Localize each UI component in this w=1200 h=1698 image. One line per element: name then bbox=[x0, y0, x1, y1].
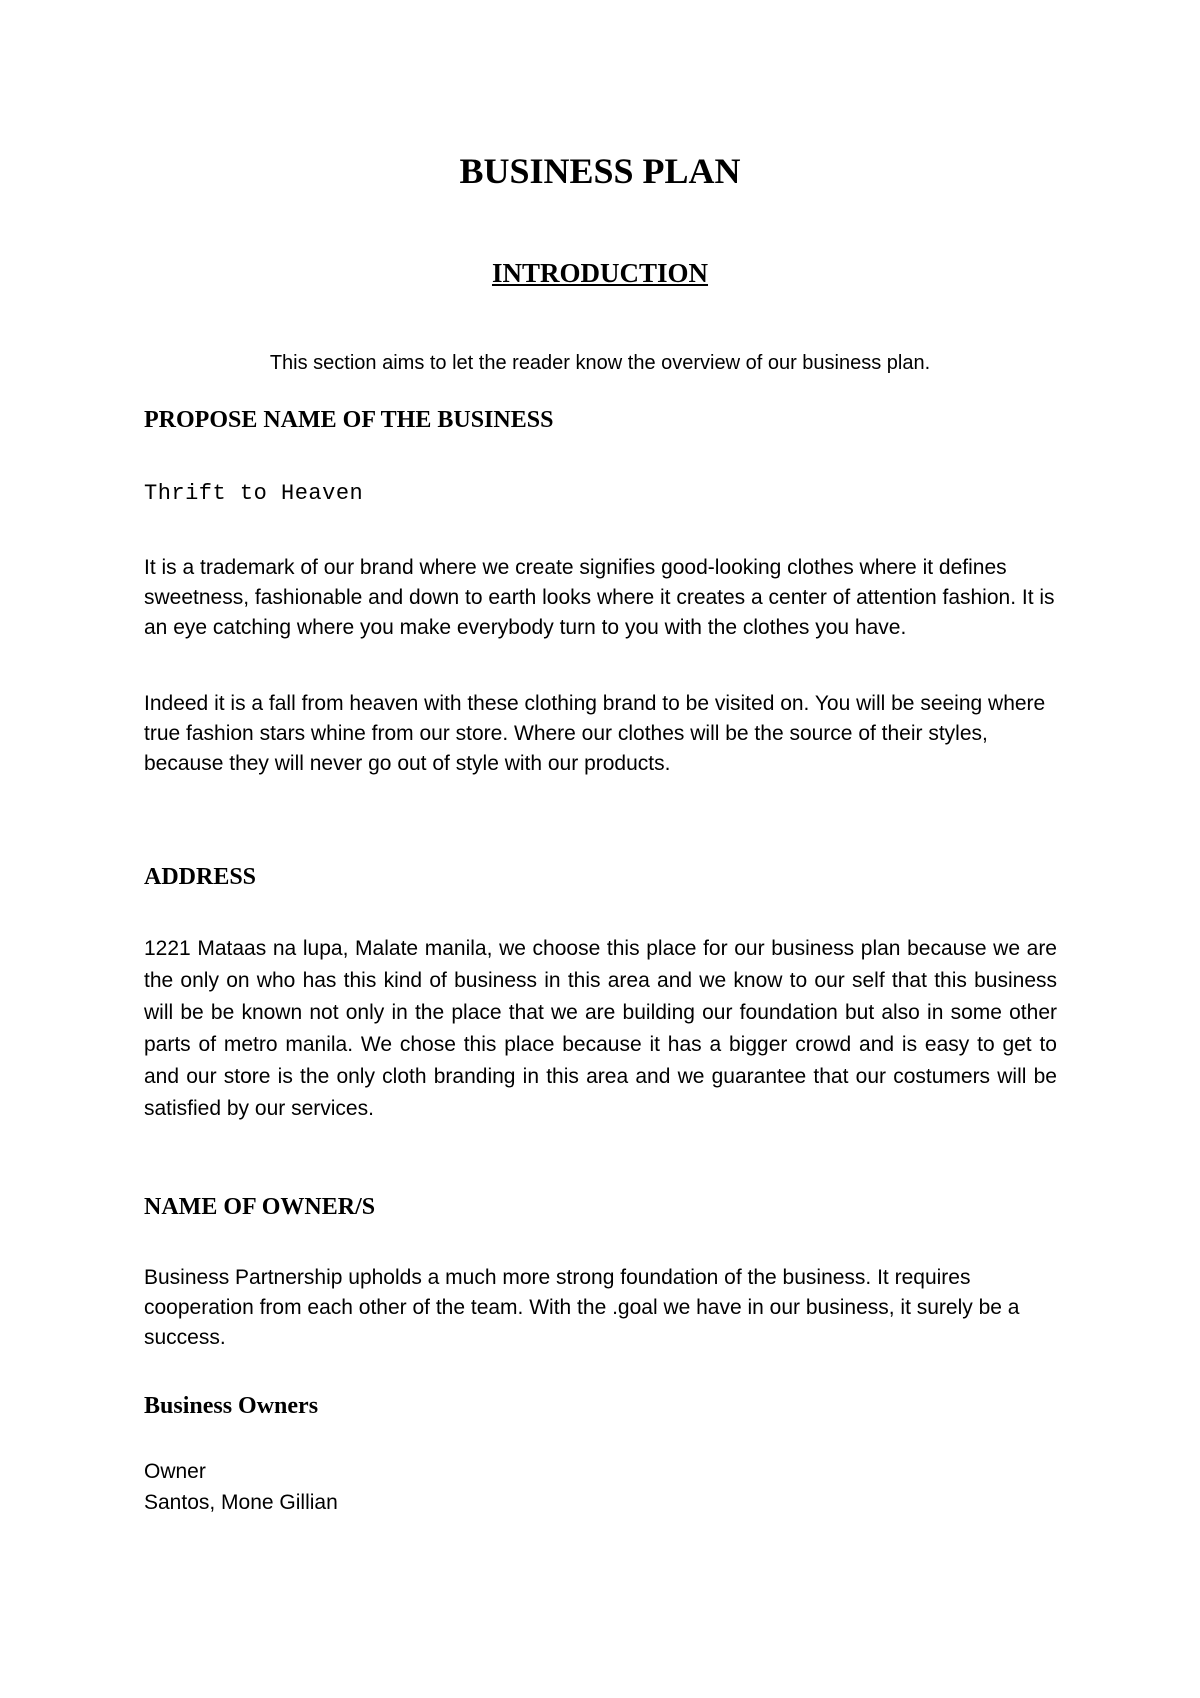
owner-role: Owner bbox=[144, 1460, 206, 1483]
business-owners-subheading: Business Owners bbox=[144, 1393, 319, 1419]
business-name-paragraph-1: It is a trademark of our brand where we create signifies good-looking clothes where it defines sweetness, fashionable and down to earth looks where it creates a center of attention fashion. It is an eye catching where you make everybody turn to you with the clothes you have. bbox=[144, 556, 1055, 639]
owners-paragraph: Business Partnership upholds a much more strong foundation of the business. It requires cooperation from each other of the team. With the .goal we have in our business, it surely be a success. bbox=[144, 1266, 1020, 1349]
address-paragraph: 1221 Mataas na lupa, Malate manila, we choose this place for our business plan because we are the only on who has this kind of business in this area and we know to our self that this business will be be known not only in the place that we are building our foundation but also in some other parts of metro manila. We chose this place because it has a bigger crowd and is easy to get to and our store is the only cloth branding in this area and we guarantee that our costumers will be satisfied by our services. bbox=[144, 937, 1057, 1120]
owner-name: Santos, Mone Gillian bbox=[144, 1491, 338, 1514]
introduction-text: This section aims to let the reader know the overview of our business plan. bbox=[269, 352, 931, 374]
address-heading: ADDRESS bbox=[144, 864, 257, 890]
business-name-heading: PROPOSE NAME OF THE BUSINESS bbox=[144, 407, 554, 433]
owners-heading: NAME OF OWNER/S bbox=[144, 1194, 376, 1220]
business-name-paragraph-2: Indeed it is a fall from heaven with these clothing brand to be visited on. You will be seeing where true fashion stars whine from our store. Where our clothes will be the source of their styles, because they will never go out of style with our products. bbox=[144, 692, 1046, 775]
document-title: BUSINESS PLAN bbox=[459, 151, 741, 191]
business-name: Thrift to Heaven bbox=[144, 481, 364, 506]
introduction-heading: INTRODUCTION bbox=[491, 258, 709, 288]
